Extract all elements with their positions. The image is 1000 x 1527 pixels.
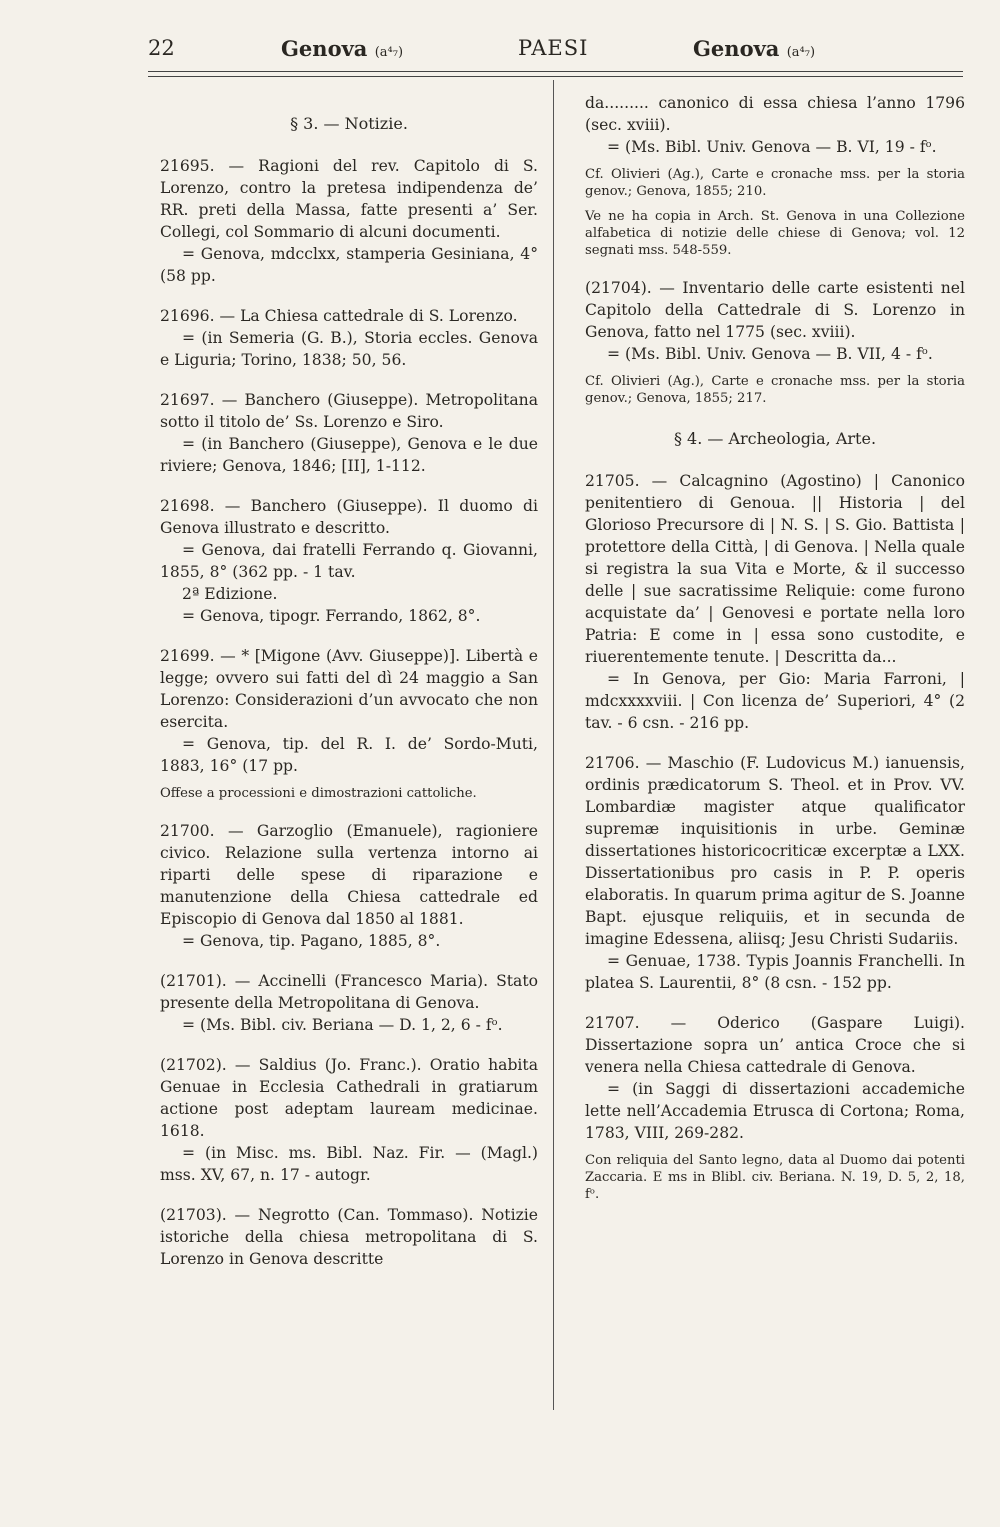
bibliography-entry <box>160 645 538 802</box>
entry-imprint: = Genova, tip. Pagano, 1885, 8°. <box>182 932 441 950</box>
entry-note: Offese a processioni e dimostrazioni cattoliche. <box>160 786 477 801</box>
right-column <box>585 92 965 1221</box>
section-heading: § 3. — Notizie. <box>290 114 408 133</box>
bibliography-entry <box>160 305 538 371</box>
entry-imprint: = Genuae, 1738. Typis Joannis Franchelli. In platea S. Laurentii, 8° (8 csn. - 152 pp. <box>585 952 965 992</box>
bibliography-entry <box>160 1204 538 1270</box>
bibliography-entry <box>160 389 538 477</box>
entry-note: Ve ne ha copia in Arch. St. Genova in una Collezione alfabetica di notizie delle chiese di Genova; vol. 12 segnati mss. 548-559. <box>585 209 965 258</box>
bibliography-entry <box>160 155 538 287</box>
entry-note: Con reliquia del Santo legno, data al Duomo dai potenti Zaccaria. E ms in Blibl. civ. Beriana. N. 19, D. 5, 2, 18, fᵒ. <box>585 1153 965 1202</box>
entry-title: (21701). — Accinelli (Francesco Maria). Stato presente della Metropolitana di Genova. <box>160 972 538 1012</box>
entry-title: 21695. — Ragioni del rev. Capitolo di S. Lorenzo, contro la pretesa indipendenza de’ RR. preti della Massa, fatte presenti a’ Ser. Collegi, col Sommario di alcuni documenti. <box>160 157 538 241</box>
entry-note: Cf. Olivieri (Ag.), Carte e cronache mss. per la storia genov.; Genova, 1855; 210. <box>585 167 965 199</box>
bibliography-entry <box>160 820 538 952</box>
entry-title: 21698. — Banchero (Giuseppe). Il duomo di Genova illustrato e descritto. <box>160 497 538 537</box>
entry-imprint: = (in Saggi di dissertazioni accademiche lette nell’Accademia Etrusca di Cortona; Roma, 1783, VIII, 269-282. <box>585 1080 965 1142</box>
entry-note: Cf. Olivieri (Ag.), Carte e cronache mss. per la storia genov.; Genova, 1855; 217. <box>585 374 965 406</box>
header-right-title: Genova (a⁴₇) <box>693 36 816 61</box>
left-column <box>160 92 538 1288</box>
column-divider <box>553 80 554 1410</box>
bibliography-entry <box>160 495 538 627</box>
entry-imprint: = In Genova, per Gio: Maria Farroni, | mdcxxxxviii. | Con licenza de’ Superiori, 4° (2 tav. - 6 csn. - 216 pp. <box>585 670 965 732</box>
entry-imprint: = (Ms. Bibl. civ. Beriana — D. 1, 2, 6 - fᵒ. <box>182 1016 503 1034</box>
entry-title: (21703). — Negrotto (Can. Tommaso). Notizie istoriche della chiesa metropolitana di S. Lorenzo in Genova descritte <box>160 1206 538 1268</box>
entry-title: (21704). — Inventario delle carte esistenti nel Capitolo della Cattedrale di S. Lorenzo in Genova, fatto nel 1775 (sec. xviii). <box>585 279 965 341</box>
entry-title: 21705. — Calcagnino (Agostino) | Canonico penitentiero di Genoua. || Historia | del Glorioso Precursore di | N. S. | S. Gio. Battista | protettore della Città, | di Genova. | Nella quale si registra la sua Vita e Morte, & il successo delle | sue sacratissime Reliquie: come furono acquistate da’ | Genovesi e portate nella loro Patria: E come in | essa sono custodite, e riuerentemente tenute. | Descritta da... <box>585 472 965 666</box>
header-right-sub: (a⁴₇) <box>786 45 816 60</box>
entry-title: da......... canonico di essa chiesa l’anno 1796 (sec. xviii). <box>585 94 965 134</box>
entry-title: 21706. — Maschio (F. Ludovicus M.) ianuensis, ordinis prædicatorum S. Theol. et in Prov. VV. Lombardiæ magister atque qualificator supremæ inquisitionis in urbe. Geminæ dissertationes historicocriticæ excerptæ a LXX. Dissertationibus pro casis in P. P. operis elaboratis. In quarum prima agitur de S. Joanne Bapt. ejusque reliquiis, et in secunda de imagine Edessena, aliisq; Jesu Christi Sudariis. <box>585 754 965 948</box>
entry-imprint: = (in Semeria (G. B.), Storia eccles. Genova e Liguria; Torino, 1838; 50, 56. <box>160 329 538 369</box>
page-number: 22 <box>148 36 175 60</box>
entry-title: 21699. — * [Migone (Avv. Giuseppe)]. Libertà e legge; ovvero sui fatti del dì 24 maggio a San Lorenzo: Considerazioni d’un avvocato che non esercita. <box>160 647 538 731</box>
entry-imprint: = (in Misc. ms. Bibl. Naz. Fir. — (Magl.) mss. XV, 67, n. 17 - autogr. <box>160 1144 538 1184</box>
entry-title: 21700. — Garzoglio (Emanuele), ragioniere civico. Relazione sulla vertenza intorno ai riparti delle spese di riparazione e manutenzione della Chiesa cattedrale ed Episcopio di Genova dal 1850 al 1881. <box>160 822 538 928</box>
entry-title: (21702). — Saldius (Jo. Franc.). Oratio habita Genuae in Ecclesia Cathedrali in gratiarum actione post adeptam lauream medicinae. 1618. <box>160 1056 538 1140</box>
bibliography-entry <box>585 277 965 407</box>
running-header <box>148 36 963 70</box>
entry-title: 21707. — Oderico (Gaspare Luigi). Dissertazione sopra un’ antica Croce che si venera nella Chiesa cattedrale di Genova. <box>585 1014 965 1076</box>
entry-imprint: = (in Banchero (Giuseppe), Genova e le due riviere; Genova, 1846; [II], 1-112. <box>160 435 538 475</box>
header-left-sub: (a⁴₇) <box>374 45 404 60</box>
entry-imprint: = Genova, dai fratelli Ferrando q. Giovanni, 1855, 8° (362 pp. - 1 tav. <box>160 541 538 581</box>
entry-imprint: = Genova, tipogr. Ferrando, 1862, 8°. <box>182 607 481 625</box>
entry-title: 21697. — Banchero (Giuseppe). Metropolitana sotto il titolo de’ Ss. Lorenzo e Siro. <box>160 391 538 431</box>
entry-list <box>585 470 965 1203</box>
header-center: PAESI <box>518 36 589 60</box>
entry-imprint: = (Ms. Bibl. Univ. Genova — B. VI, 19 - fᵒ. <box>607 138 937 156</box>
bibliography-entry <box>585 470 965 734</box>
entry-imprint: = (Ms. Bibl. Univ. Genova — B. VII, 4 - fᵒ. <box>607 345 933 363</box>
entry-list <box>585 92 965 407</box>
header-rule-thin <box>148 76 963 77</box>
section-heading: § 4. — Archeologia, Arte. <box>673 429 877 448</box>
header-left-title: Genova (a⁴₇) <box>281 36 404 61</box>
header-rule <box>148 71 963 72</box>
bibliography-entry <box>160 970 538 1036</box>
bibliography-entry <box>585 752 965 994</box>
bibliography-entry <box>585 92 965 259</box>
entry-imprint: = Genova, tip. del R. I. de’ Sordo-Muti, 1883, 16° (17 pp. <box>160 735 538 775</box>
bibliography-entry <box>585 1012 965 1203</box>
entry-imprint: 2ª Edizione. <box>182 585 278 603</box>
entry-list <box>160 155 538 1270</box>
entry-title: 21696. — La Chiesa cattedrale di S. Lorenzo. <box>160 307 518 325</box>
entry-imprint: = Genova, mdcclxx, stamperia Gesiniana, 4° (58 pp. <box>160 245 538 285</box>
bibliography-entry <box>160 1054 538 1186</box>
